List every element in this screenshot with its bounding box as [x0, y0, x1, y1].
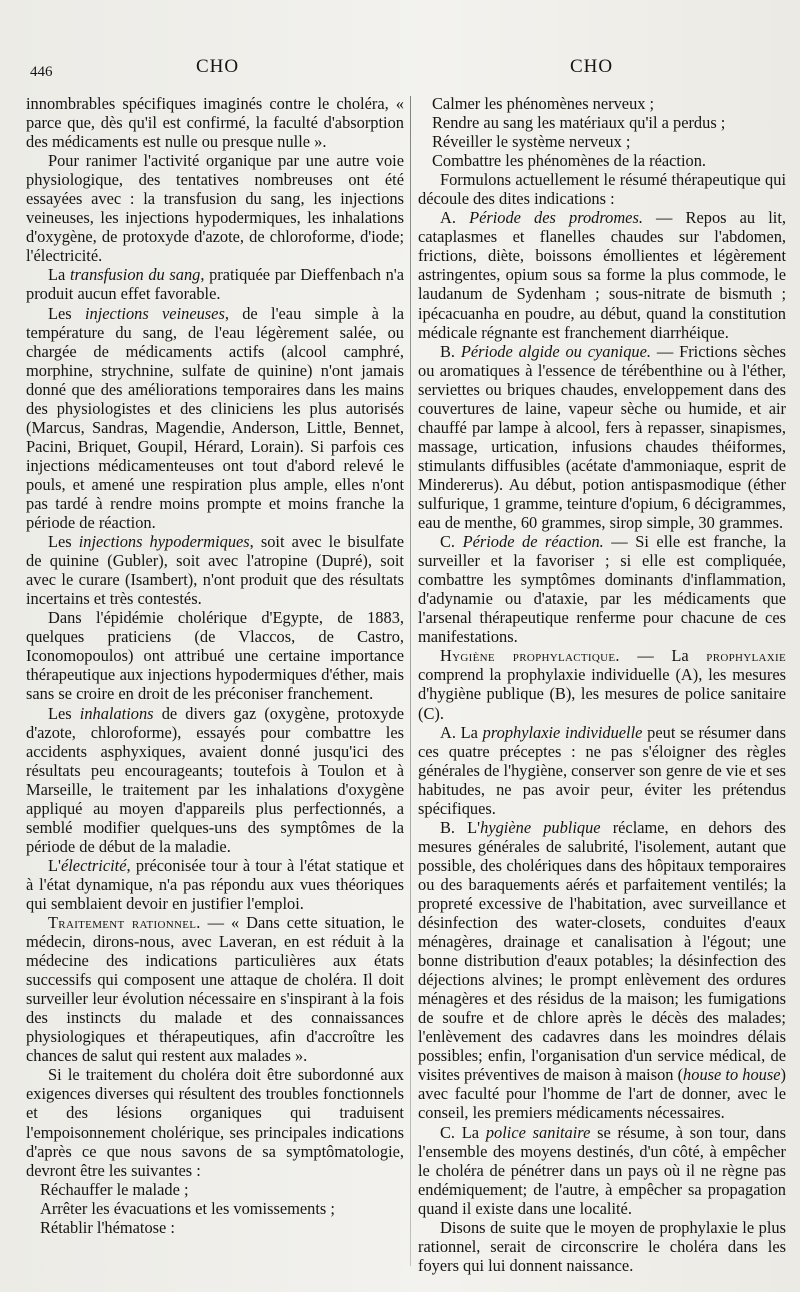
- term-injections-veineuses: injections veineuses: [84, 303, 225, 323]
- term-periode-prodromes: Période des prodromes.: [469, 208, 643, 228]
- left-column: [26, 94, 404, 1274]
- text-fragment: , préconisée tour à tour à l'état statique et à l'état dynamique, n'a pas répondu aux vues théoriques qui semblaient devoir en justifier l'emploi.: [26, 855, 404, 913]
- right-column: [418, 94, 786, 1274]
- term-house-to-house: house to house: [683, 1065, 781, 1085]
- text-fragment: de divers gaz (oxygène, protoxyde d'azote, chloroforme), essayés pour combattre les accidents asphyxiques, avaient donné jusqu'ici des résultats peu encourageants; toutefois à Toulon et à Marseille, le traitement par les inhalations d'oxygène appliqué au moyen d'appareils plus perfectionnés, a semblé modifier quelques-uns des symptômes de la période de début de la maladie.: [26, 703, 404, 856]
- text-fragment: C.: [440, 532, 463, 552]
- list-item: Arrêter les évacuations et les vomissements ;: [40, 1198, 335, 1218]
- list-item: Réchauffer le malade ;: [40, 1179, 189, 1199]
- paragraph-transfusion: [26, 265, 404, 303]
- term-hygiene-publique: hygiène publique: [480, 817, 601, 837]
- text-fragment: B.: [440, 341, 461, 361]
- paragraph-injections-hypodermiques: [26, 532, 404, 608]
- text-fragment: Les: [48, 532, 79, 552]
- text-fragment: réclame, en dehors des mesures générales de salubrité, l'isolement, autant que possible, des cholériques dans des hôpitaux temporaires ou des baraquements aérés et parfaitement ventilés; la propreté excessive de l'habitation, avec surveillance et désinfection des water-closets, conduites d'eaux ménagères, drainage et canalisation à l'égout; une bonne distribution d'eaux potables; la désinfection des déjections alvines; le prompt enlèvement des ordures ménagères et des résidus de la maison; les fumigations de soufre et de chlore après le décès des malades; l'enlèvement des cadavres dans les moindres délais possibles; enfin, l'organisation d'un service médical, de visites préventives de maison à maison (: [418, 817, 787, 1085]
- list-item: Rendre au sang les matériaux qu'il a perdus ;: [432, 113, 726, 133]
- paragraph-disons: Disons de suite que le moyen de prophylaxie le plus rationnel, serait de circonscrire le choléra dans les foyers qui lui donnent naissance.: [418, 1217, 786, 1275]
- paragraph-injections-veineuses: [26, 304, 404, 533]
- term-transfusion: transfusion du sang: [69, 265, 201, 285]
- text-fragment: La: [48, 265, 70, 285]
- paragraph-formulons: Formulons actuellement le résumé thérapeutique qui découle des dites indications :: [418, 170, 786, 209]
- text-fragment: , pratiquée par Dieffenbach n'a produit aucun effet favorable.: [26, 265, 405, 304]
- text-fragment: A. La: [440, 722, 483, 742]
- paragraph-periode-algide: [418, 342, 786, 532]
- term-injections-hypodermiques: injections hypodermiques: [78, 532, 250, 552]
- list-item: Rétablir l'hématose :: [40, 1217, 175, 1237]
- text-fragment: — « Dans cette situation, le médecin, dirons-nous, avec Laveran, en est réduit à la médecine des indications particulières aux états successifs qui composent une attaque de choléra. Il doit surveiller leur évolution nécessaire en s'inspirant à la fois des instincts du malade et des connaissances physiologiques et thérapeutiques, afin d'accroître les chances de salut qui restent aux malades ».: [26, 913, 404, 1066]
- text-fragment: peut se résumer dans ces quatre préceptes : ne pas s'éloigner des règles générales de l'hygiène, conserver son genre de vie et ses habitudes, ne pas avoir peur, éviter les prétendus spécifiques.: [418, 722, 786, 818]
- text-fragment: — Si elle est franche, la surveiller et la favoriser ; si elle est compliquée, combattre les symptômes dominants d'inflammation, d'adynamie ou d'ataxie, par les médicaments que l'arsenal thérapeutique renferme pour chacune de ces manifestations.: [418, 532, 786, 647]
- paragraph-traitement-rationnel: [26, 913, 404, 1065]
- term-prophylaxie-individuelle: prophylaxie individuelle: [482, 722, 643, 742]
- term-periode-reaction: Période de réaction.: [462, 532, 604, 552]
- list-item: Combattre les phénomènes de la réaction.: [432, 151, 706, 171]
- section-heading-hygiene: Hygiène prophylactique.: [440, 646, 620, 666]
- text-fragment: C. La: [440, 1122, 486, 1142]
- paragraph-police-sanitaire: [418, 1123, 786, 1218]
- paragraph-periode-reaction: [418, 532, 786, 646]
- column-divider: [410, 96, 411, 1266]
- text-fragment: comprend la prophylaxie individuelle (A), les mesures d'hygiène publique (B), les mesures de police sanitaire (C).: [418, 665, 786, 723]
- list-item: Calmer les phénomènes nerveux ;: [432, 94, 655, 113]
- paragraph-egypte: Dans l'épidémie cholérique d'Egypte, de 1883, quelques praticiens (de Vlaccos, de Castro, Iconomopoulos) ont attribué une certaine importance thérapeutique aux injections hypodermiques d'éther, mais sans se croire en droit de les préconiser franchement.: [26, 608, 404, 704]
- paragraph-hygiene-prophylactique: [418, 646, 786, 722]
- text-fragment: , soit avec le bisulfate de quinine (Gubler), soit avec l'atropine (Dupré), soit avec le curare (Isambert), n'ont produit que des résultats incertains et très contestés.: [26, 532, 404, 609]
- running-head-right: CHO: [570, 56, 614, 77]
- term-prophylaxie: prophylaxie: [706, 646, 786, 666]
- text-fragment: A.: [440, 208, 470, 228]
- page-number: 446: [30, 64, 53, 80]
- term-inhalations: inhalations: [79, 703, 154, 723]
- paragraph-electricite: [26, 856, 404, 913]
- paragraph-hygiene-publique: [418, 818, 786, 1123]
- text-fragment: Les: [48, 703, 80, 723]
- text-fragment: — La: [619, 646, 707, 666]
- text-fragment: , de l'eau simple à la température du sang, de l'eau légèrement salée, ou chargée de médicaments actifs (alcool camphré, morphine, strychnine, sulfate de quinine) n'ont jamais donné que des améliorations temporaires dans les mains des physiologistes et des cliniciens les plus autorisés (Marcus, Sandras, Magendie, Anderson, Little, Bennet, Pacini, Briquet, Goupil, Hérard, Lorain). Si parfois ces injections médicamenteuses ont tout d'abord relevé le pouls, et amené une respiration plus ample, elles n'ont pas tardé à rendre moins prompte et moins franche la période de réaction.: [26, 303, 404, 533]
- text-fragment: ) avec faculté pour l'homme de l'art de donner, avec le conseil, les premiers médicaments nécessaires.: [418, 1065, 786, 1123]
- term-electricite: électricité: [60, 855, 127, 875]
- paragraph-periode-prodromes: [418, 208, 786, 341]
- term-periode-algide: Période algide ou cyanique.: [460, 341, 651, 361]
- page-header: [0, 54, 800, 84]
- paragraph-ranimer: Pour ranimer l'activité organique par une autre voie physiologique, des tentatives nombreuses ont été essayées avec : la transfusion du sang, les injections veineuses, les injections hypodermiques, les inhalations d'oxygène, de protoxyde d'azote, de chloroforme, d'iode; l'électricité.: [26, 151, 404, 266]
- text-fragment: B. L': [440, 817, 481, 837]
- paragraph-prophylaxie-individuelle: [418, 723, 786, 818]
- text-fragment: Les: [48, 303, 85, 323]
- running-head-left: CHO: [196, 56, 240, 77]
- text-fragment: L': [48, 855, 61, 875]
- term-police-sanitaire: police sanitaire: [485, 1122, 591, 1142]
- list-item: Réveiller le système nerveux ;: [432, 132, 631, 152]
- section-heading-traitement: Traitement rationnel.: [48, 913, 201, 933]
- paragraph-inhalations: [26, 704, 404, 856]
- paragraph-specifiques: innombrables spécifiques imaginés contre le choléra, « parce que, dès qu'il est confirmé, la faculté d'absorption des médicaments est nulle ou presque nulle ».: [26, 94, 404, 152]
- text-fragment: — Frictions sèches ou aromatiques à l'essence de térébenthine ou à l'éther, serviettes ou briques chaudes, enveloppement dans des couvertures de laine, vapeur sèche ou humide, et air chauffé par lampe à alcool, fers à repasser, sinapismes, massage, urtication, infusions chaudes théiformes, stimulants diffusibles (acétate d'ammoniaque, esprit de Mindererus). Au début, potion antispasmodique (éther sulfurique, 1 gramme, teinture d'opium, 6 décigrammes, eau de menthe, 60 grammes, sirop simple, 30 grammes.: [418, 341, 787, 533]
- text-fragment: — Repos au lit, cataplasmes et flanelles chaudes sur l'abdomen, frictions, diète, boissons émollientes et légèrement astringentes, opium sous sa forme la plus commode, le laudanum de Sydenham ; sous-nitrate de bismuth ; ipécacuanha en poudre, au début, quand la constitution médicale régnante est franchement diarrhéique.: [418, 208, 786, 342]
- text-fragment: se résume, à son tour, dans l'ensemble des moyens destinés, d'un côté, à empêcher le choléra de pénétrer dans un pays où il ne règne pas endémiquement; de l'autre, à empêcher sa propagation quand il existe dans une localité.: [418, 1122, 786, 1218]
- paragraph-indications: Si le traitement du choléra doit être subordonné aux exigences diverses qui résultent des troubles fonctionnels et des lésions organiques qui traduisent l'empoisonnement cholérique, ses principales indications d'après ce que nous savons de sa symptômatologie, devront être les suivantes :: [26, 1065, 404, 1180]
